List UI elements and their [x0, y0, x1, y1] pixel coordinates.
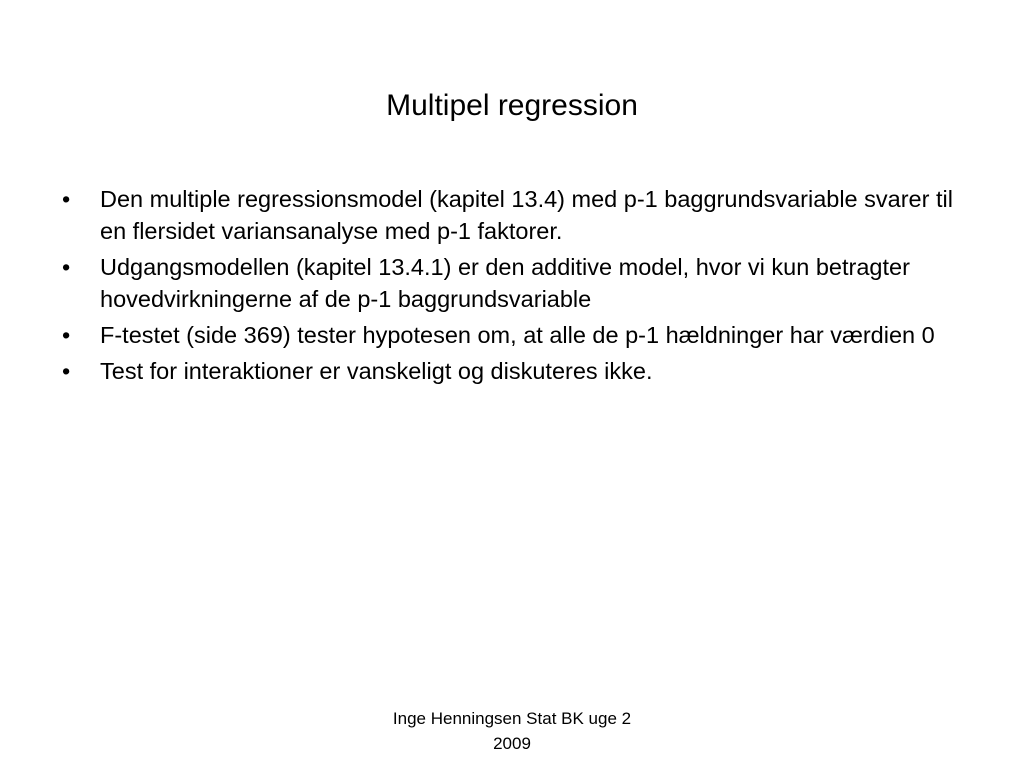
- bullet-marker: •: [62, 254, 71, 280]
- bullet-item: [62, 355, 972, 387]
- footer-author-line: Inge Henningsen Stat BK uge 2: [392, 709, 632, 728]
- slide-footer: [362, 706, 662, 756]
- bullet-text: Udgangsmodellen (kapitel 13.4.1) er den additive model, hvor vi kun betragter hovedvirkningerne af de p-1 baggrundsvariable: [100, 254, 910, 312]
- bullet-item: [62, 251, 972, 315]
- bullet-marker: •: [62, 358, 71, 384]
- bullet-item: [62, 183, 972, 247]
- bullet-text: F-testet (side 369) tester hypotesen om, at alle de p-1 hældninger har værdien 0: [100, 322, 935, 348]
- slide-title: Multipel regression: [386, 89, 638, 122]
- bullet-marker: •: [62, 186, 71, 212]
- bullet-text: Test for interaktioner er vanskeligt og diskuteres ikke.: [100, 358, 653, 384]
- bullet-marker: •: [62, 322, 71, 348]
- footer-year-line: 2009: [493, 734, 531, 753]
- bullet-item: [62, 319, 972, 351]
- bullet-text: Den multiple regressionsmodel (kapitel 13.4) med p-1 baggrundsvariable svarer til en flersidet variansanalyse med p-1 faktorer.: [100, 186, 953, 244]
- bullet-list: [62, 183, 972, 391]
